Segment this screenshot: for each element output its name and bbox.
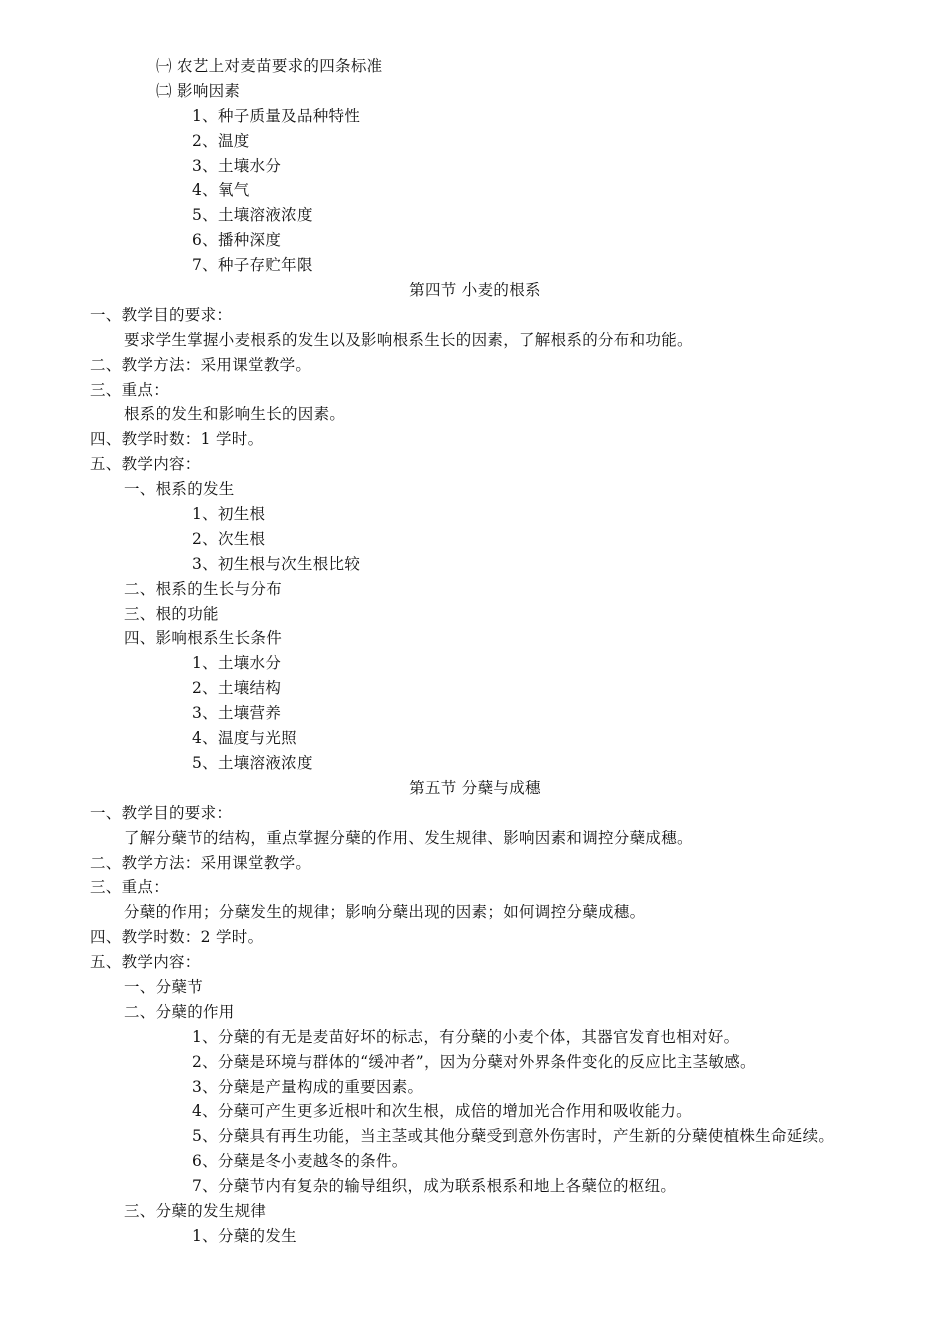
text-line: 二、教学方法：采用课堂教学。 <box>90 853 312 872</box>
text-line: 6、分蘖是冬小麦越冬的条件。 <box>192 1152 408 1171</box>
document-page <box>0 54 950 1249</box>
text-line: 四、教学时数：1 学时。 <box>90 430 264 449</box>
text-line: 3、土壤营养 <box>192 704 282 723</box>
text-line: 1、分蘖的有无是麦苗好坏的标志，有分蘖的小麦个体，其器官发育也相对好。 <box>192 1027 740 1046</box>
text-line: 三、重点： <box>90 380 170 399</box>
text-line: ㈠ 农艺上对麦苗要求的四条标准 <box>156 57 383 75</box>
text-line: 4、氧气 <box>192 181 250 200</box>
text-line: ㈡ 影响因素 <box>156 81 241 100</box>
text-line: 3、分蘖是产量构成的重要因素。 <box>192 1077 424 1096</box>
text-line: 五、教学内容： <box>90 953 201 972</box>
text-line: 2、分蘖是环境与群体的“缓冲者”，因为分蘖对外界条件变化的反应比主茎敏感。 <box>192 1052 756 1071</box>
text-line: 分蘖的作用；分蘖发生的规律；影响分蘖出现的因素；如何调控分蘖成穗。 <box>124 903 646 922</box>
text-line: 7、种子存贮年限 <box>192 256 313 275</box>
text-line: 了解分蘖节的结构，重点掌握分蘖的作用、发生规律、影响因素和调控分蘖成穗。 <box>124 828 693 847</box>
section-heading: 第五节 分蘖与成穗 <box>409 778 541 797</box>
text-line: 4、温度与光照 <box>192 729 297 748</box>
text-line: 二、分蘖的作用 <box>124 1002 235 1021</box>
text-line: 2、温度 <box>192 131 250 150</box>
text-line: 4、分蘖可产生更多近根叶和次生根，成倍的增加光合作用和吸收能力。 <box>192 1102 692 1121</box>
text-line: 1、土壤水分 <box>192 654 282 673</box>
text-line: 三、分蘖的发生规律 <box>124 1201 267 1220</box>
text-line: 根系的发生和影响生长的因素。 <box>124 405 346 424</box>
text-line: 一、教学目的要求： <box>90 305 233 324</box>
text-line: 5、土壤溶液浓度 <box>192 206 313 225</box>
text-line: 3、初生根与次生根比较 <box>192 554 361 573</box>
text-line: 三、根的功能 <box>124 604 219 623</box>
text-line: 一、根系的发生 <box>124 480 235 499</box>
section-heading: 第四节 小麦的根系 <box>409 281 541 300</box>
text-line: 四、教学时数：2 学时。 <box>90 928 264 947</box>
text-line: 2、土壤结构 <box>192 679 282 698</box>
text-line: 二、根系的生长与分布 <box>124 579 283 598</box>
text-line: 一、分蘖节 <box>124 977 204 996</box>
text-line: 四、影响根系生长条件 <box>124 629 283 648</box>
text-line: 二、教学方法：采用课堂教学。 <box>90 355 312 374</box>
text-line: 五、教学内容： <box>90 455 201 474</box>
text-line: 6、播种深度 <box>192 231 282 250</box>
text-line: 2、次生根 <box>192 529 266 548</box>
text-line: 要求学生掌握小麦根系的发生以及影响根系生长的因素，了解根系的分布和功能。 <box>124 330 693 349</box>
text-line: 5、分蘖具有再生功能，当主茎或其他分蘖受到意外伤害时，产生新的分蘖使植株生命延续。 <box>192 1127 835 1146</box>
text-line: 7、分蘖节内有复杂的输导组织，成为联系根系和地上各蘖位的枢纽。 <box>192 1177 677 1196</box>
text-line: 5、土壤溶液浓度 <box>192 753 313 772</box>
text-line: 1、种子质量及品种特性 <box>192 106 361 125</box>
text-line: 3、土壤水分 <box>192 156 282 175</box>
text-line: 1、分蘖的发生 <box>192 1226 297 1245</box>
text-line: 一、教学目的要求： <box>90 803 233 822</box>
text-line: 三、重点： <box>90 878 170 897</box>
text-line: 1、初生根 <box>192 505 266 524</box>
